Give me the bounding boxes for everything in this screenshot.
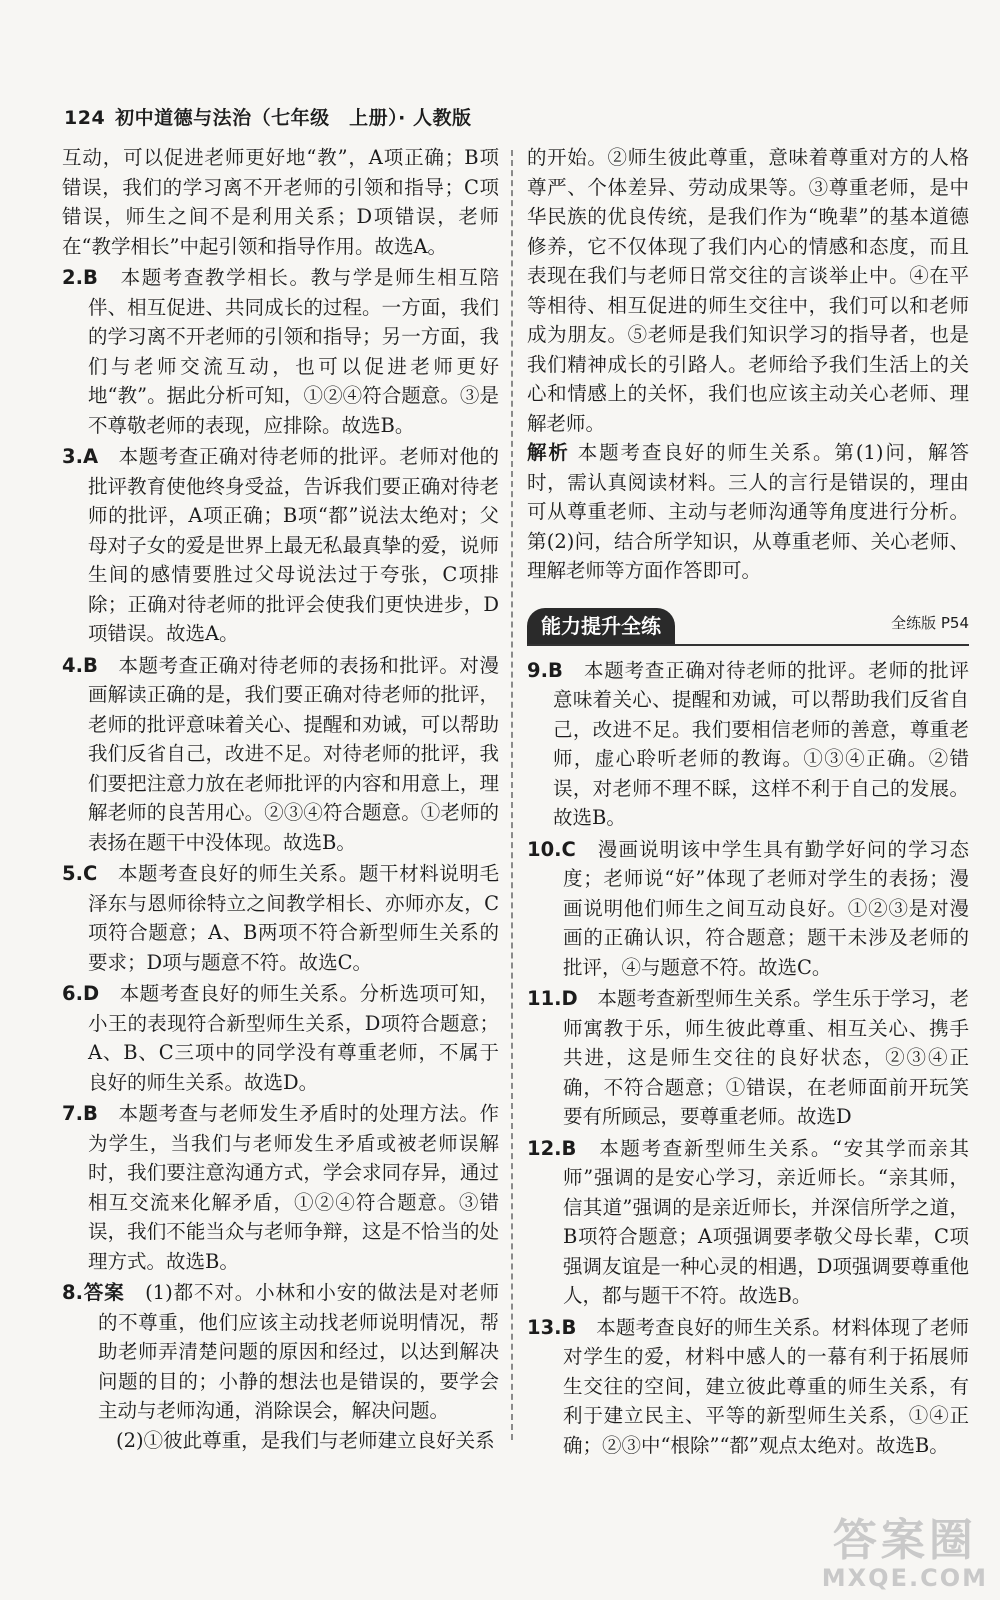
column-divider [511,150,513,1440]
answer-item-7: 7.B 本题考查与老师发生矛盾时的处理方法。作为学生，当我们与老师发生矛盾或被老师误解时，我们要注意沟通方式，学会求同存异，通过相互交流来化解矛盾，①②④符合题意。③错误，我们不能当众与老师争辩，这是不恰当的处理方式。故选B。 [62,1102,499,1273]
analysis: 解析 本题考查良好的师生关系。第(1)问，解答时，需认真阅读材料。三人的言行是错误的，理由可从尊重老师、主动与老师沟通等角度进行分析。第(2)问，结合所学知识，从尊重老师、关心老师、理解老师等方面作答即可。 [527,441,969,582]
answer-item-5: 5.C 本题考查良好的师生关系。题干材料说明毛泽东与恩师徐特立之间教学相长、亦师亦友，C项符合题意；A、B两项不符合新型师生关系的要求；D项与题意不符。故选C。 [62,862,499,974]
left-column [62,143,499,1455]
answer-item-8: 8.答案 (1)都不对。小林和小安的做法是对老师的不尊重，他们应该主动找老师说明情况，帮助老师弄清楚问题的原因和经过，以达到解决问题的目的；小静的想法也是错误的，要学会主动与老师沟通，消除误会，解决问题。 [62,1281,500,1422]
answer-item-2: 2.B 本题考查教学相长。教与学是师生相互陪伴、相互促进、共同成长的过程。一方面，我们的学习离不开老师的引领和指导；另一方面，我们与老师交流互动，也可以促进老师更好地“教”。据此分析可知，①②④符合题意。③是不尊敬老师的表现，应排除。故选B。 [62,266,499,437]
book-title: 初中道德与法治（七年级 上册）· 人教版 [115,107,472,129]
continued-text-right: 的开始。②师生彼此尊重，意味着尊重对方的人格尊严、个体差异、劳动成果等。③尊重老师，是中华民族的优良传统，是我们作为“晚辈”的基本道德修养，它不仅体现了我们内心的情感和态度，而且表现在我们与老师日常交往的言谈举止中。④在平等相待、相互促进的师生交往中，我们可以和老师成为朋友。⑤老师是我们知识学习的指导者，也是我们精神成长的引路人。老师给予我们生活上的关心和情感上的关怀，我们也应该主动关心老师、理解老师。 [527,146,969,435]
answer-item-12: 12.B 本题考查新型师生关系。“安其学而亲其师”强调的是安心学习，亲近师长。“亲其师，信其道”强调的是亲近师长，并深信所学之道，B项符合题意；A项强调要孝敬父母长辈，C项强调友谊是一种心灵的相遇，D项强调要尊重他人，都与题干不符。故选B。 [527,1136,969,1307]
answer-item-8-part2: (2)①彼此尊重，是我们与老师建立良好关系 [116,1428,495,1452]
page-number: 124 [64,107,106,129]
answer-item-3: 3.A 本题考查正确对待老师的批评。老师对他的批评教育使他终身受益，告诉我们要正确对待老师的批评，A项正确；B项“都”说法太绝对；父母对子女的爱是世界上最无私最真挚的爱，说师生间的感情要胜过父母说法过于夸张，C项排除；正确对待老师的批评会使我们更快进步，D项错误。故选A。 [62,445,499,645]
continued-text: 互动，可以促进老师更好地“教”，A项正确；B项错误，我们的学习离不开老师的引领和指导；C项错误，师生之间不是利用关系；D项错误，老师在“教学相长”中起引领和指导作用。故选A。 [62,146,499,258]
page-header [64,103,472,130]
answer-item-9: 9.B 本题考查正确对待老师的批评。老师的批评意味着关心、提醒和劝诫，可以帮助我们反省自己，改进不足。我们要相信老师的善意，尊重老师，虚心聆听老师的教诲。①③④正确。②错误，对老师不理不睬，这样不利于自己的发展。故选B。 [527,658,969,829]
answer-item-4: 4.B 本题考查正确对待老师的表扬和批评。对漫画解读正确的是，我们要正确对待老师的批评，老师的批评意味着关心、提醒和劝诫，可以帮助我们反省自己，改进不足。对待老师的批评，我们要把注意力放在老师批评的内容和用意上，理解老师的良苦用心。②③④符合题意。①老师的表扬在题干中没体现。故选B。 [62,653,499,854]
answer-item-11: 11.D 本题考查新型师生关系。学生乐于学习，老师寓教于乐，师生彼此尊重、相互关心、携手共进，这是师生交往的良好状态，②③④正确，不符合题意；①错误，在老师面前开玩笑要有所顾忌，要尊重老师。故选D [527,987,969,1128]
section-page-ref: 全练版 P54 [891,614,969,632]
section-title: 能力提升全练 [527,608,675,644]
watermark-logo: 答案圈 MXQE.COM [821,1515,988,1592]
answer-item-13: 13.B 本题考查良好的师生关系。材料体现了老师对学生的爱，材料中感人的一幕有利于拓展师生交往的空间，建立彼此尊重的师生关系，有利于建立民主、平等的新型师生关系，①④正确；②③中“根除”“都”观点太绝对。故选B。 [527,1315,969,1457]
section-banner [527,606,969,646]
right-column [527,143,969,1460]
answer-item-6: 6.D 本题考查良好的师生关系。分析选项可知，小王的表现符合新型师生关系，D项符合题意；A、B、C三项中的同学没有尊重老师，不属于良好的师生关系。故选D。 [62,982,499,1094]
answer-item-10: 10.C 漫画说明该中学生具有勤学好问的学习态度；老师说“好”体现了老师对学生的表扬；漫画说明他们师生之间互动良好。①②③是对漫画的正确认识，符合题意；题干未涉及老师的批评，④与题意不符。故选C。 [527,837,969,979]
